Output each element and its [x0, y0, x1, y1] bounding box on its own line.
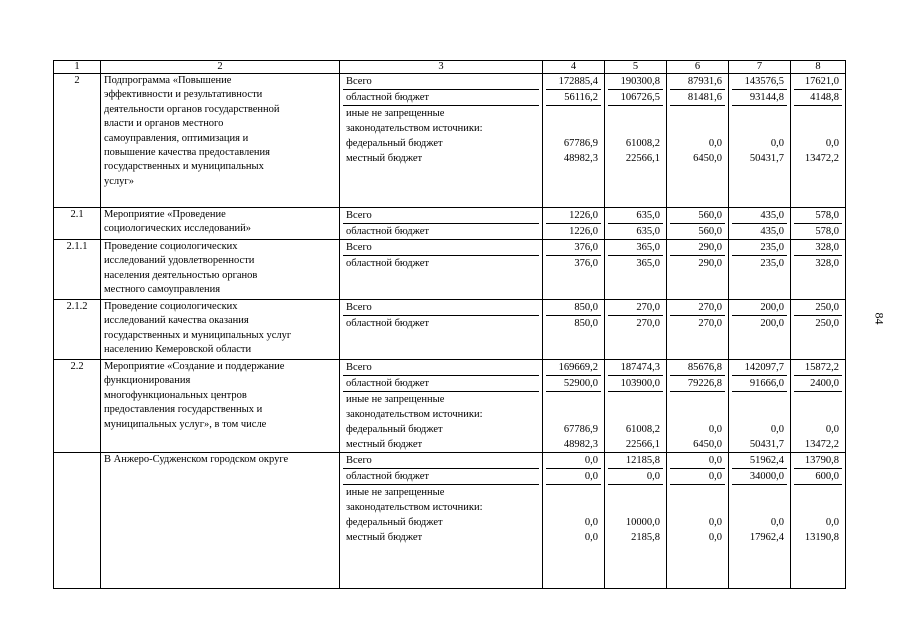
- amount-value: 376,0: [574, 258, 598, 269]
- row-number: 2.1: [54, 208, 101, 240]
- funding-sources: [340, 453, 543, 589]
- amount-value: 67786,9: [563, 138, 598, 149]
- amount-value: 50431,7: [749, 439, 784, 450]
- amount-value: [732, 500, 787, 515]
- amount-value: [794, 106, 842, 121]
- funding-sources: [340, 240, 543, 300]
- amount-cell: [791, 453, 846, 589]
- amount-value: 328,0: [815, 258, 839, 269]
- amount-cell: [729, 453, 791, 589]
- funding-source: Всего: [343, 360, 539, 376]
- funding-source: Всего: [343, 74, 539, 90]
- amount-value: 560,0: [698, 226, 722, 237]
- amount-cell: [543, 74, 605, 208]
- amount-cell: [667, 300, 729, 360]
- amount-cell: [543, 360, 605, 453]
- amount-cell: [543, 300, 605, 360]
- amount-value: 635,0: [608, 208, 663, 224]
- amount-value: 1226,0: [569, 226, 598, 237]
- amount-value: [670, 485, 725, 500]
- column-header: 4: [543, 61, 605, 74]
- funding-source: Всего: [343, 300, 539, 316]
- column-header: 6: [667, 61, 729, 74]
- amount-value: 328,0: [794, 240, 842, 256]
- activity-name-line: Мероприятие «Проведение: [104, 209, 226, 220]
- amount-value: 1226,0: [546, 208, 601, 224]
- funding-source: Всего: [343, 240, 539, 256]
- amount-value: 22566,1: [625, 439, 660, 450]
- amount-value: [546, 106, 601, 121]
- amount-value: 0,0: [670, 453, 725, 469]
- amount-value: 250,0: [794, 300, 842, 316]
- amount-value: 13790,8: [794, 453, 842, 469]
- amount-value: 0,0: [584, 517, 598, 528]
- amount-value: 0,0: [584, 532, 598, 543]
- page-number: 84: [872, 312, 887, 325]
- activity-name-line: В Анжеро-Судженском городском округе: [104, 454, 289, 465]
- amount-cell: [791, 208, 846, 240]
- activity-name-line: предоставления государственных и: [104, 404, 263, 416]
- amount-value: [546, 407, 601, 422]
- amount-value: 187474,3: [608, 360, 663, 376]
- amount-value: 600,0: [794, 469, 842, 485]
- activity-name: [101, 208, 340, 240]
- funding-source: местный бюджет: [346, 439, 423, 450]
- amount-cell: [605, 453, 667, 589]
- amount-cell: [605, 240, 667, 300]
- activity-name-line: повышение качества предоставления: [104, 147, 270, 159]
- amount-value: [732, 121, 787, 136]
- row-number: [54, 453, 101, 589]
- activity-name-line: исследований удовлетворенности: [104, 255, 255, 267]
- amount-value: [546, 392, 601, 407]
- amount-value: 0,0: [708, 138, 722, 149]
- amount-value: [670, 392, 725, 407]
- amount-value: 17962,4: [749, 532, 784, 543]
- amount-value: 51962,4: [732, 453, 787, 469]
- amount-cell: [605, 360, 667, 453]
- funding-source: областной бюджет: [343, 90, 539, 106]
- amount-value: [608, 121, 663, 136]
- amount-value: 0,0: [770, 138, 784, 149]
- amount-cell: [791, 300, 846, 360]
- activity-name-line: услуг»: [104, 175, 134, 187]
- amount-value: 0,0: [708, 517, 722, 528]
- amount-value: 4148,8: [794, 90, 842, 106]
- amount-value: [732, 407, 787, 422]
- funding-source: иные не запрещенные: [346, 394, 445, 405]
- funding-source: Всего: [343, 208, 539, 224]
- table-row: [54, 453, 846, 589]
- amount-value: 67786,9: [563, 424, 598, 435]
- amount-value: 2185,8: [631, 532, 660, 543]
- amount-value: 850,0: [546, 300, 601, 316]
- amount-value: 365,0: [636, 258, 660, 269]
- funding-source: федеральный бюджет: [346, 424, 443, 435]
- amount-value: 34000,0: [732, 469, 787, 485]
- amount-value: [732, 106, 787, 121]
- amount-value: [608, 500, 663, 515]
- amount-cell: [605, 300, 667, 360]
- amount-cell: [729, 360, 791, 453]
- activity-name-line: эффективности и результативности: [104, 89, 263, 101]
- amount-cell: [543, 240, 605, 300]
- funding-source: областной бюджет: [346, 318, 429, 329]
- amount-value: 0,0: [825, 424, 839, 435]
- amount-value: 250,0: [815, 318, 839, 329]
- amount-value: 435,0: [732, 208, 787, 224]
- activity-name-line: исследований качества оказания: [104, 315, 249, 327]
- activity-name: [101, 360, 340, 453]
- amount-value: [546, 500, 601, 515]
- activity-name-line: деятельности органов государственной: [104, 103, 280, 115]
- amount-value: 0,0: [770, 424, 784, 435]
- activity-name-line: государственных и муниципальных услуг: [104, 329, 292, 341]
- amount-value: 91666,0: [732, 376, 787, 392]
- amount-cell: [667, 453, 729, 589]
- amount-value: 635,0: [636, 226, 660, 237]
- funding-sources: [340, 74, 543, 208]
- amount-cell: [791, 240, 846, 300]
- activity-name-line: Мероприятие «Создание и поддержание: [104, 361, 285, 372]
- funding-sources: [340, 208, 543, 240]
- amount-value: 270,0: [670, 300, 725, 316]
- funding-source: законодательством источники:: [346, 123, 483, 134]
- amount-value: 106726,5: [608, 90, 663, 106]
- amount-cell: [667, 360, 729, 453]
- column-header: 2: [101, 61, 340, 74]
- funding-source: иные не запрещенные: [346, 108, 445, 119]
- activity-name-line: населения деятельностью органов: [104, 269, 258, 281]
- amount-value: [794, 500, 842, 515]
- amount-value: 52900,0: [546, 376, 601, 392]
- amount-value: [608, 392, 663, 407]
- amount-value: 13472,2: [804, 153, 839, 164]
- table-row: [54, 240, 846, 300]
- funding-source: федеральный бюджет: [346, 138, 443, 149]
- row-number: 2.2: [54, 360, 101, 453]
- amount-value: 13472,2: [804, 439, 839, 450]
- amount-cell: [729, 240, 791, 300]
- amount-value: 0,0: [708, 424, 722, 435]
- funding-source: местный бюджет: [346, 532, 423, 543]
- amount-value: 10000,0: [625, 517, 660, 528]
- amount-value: 2400,0: [794, 376, 842, 392]
- activity-name: [101, 74, 340, 208]
- amount-cell: [543, 208, 605, 240]
- amount-value: [794, 121, 842, 136]
- amount-value: 0,0: [825, 517, 839, 528]
- amount-cell: [667, 74, 729, 208]
- activity-name: [101, 300, 340, 360]
- row-number: 2.1.1: [54, 240, 101, 300]
- amount-value: 48982,3: [563, 439, 598, 450]
- amount-value: 0,0: [770, 517, 784, 528]
- amount-value: 0,0: [708, 532, 722, 543]
- amount-value: [670, 407, 725, 422]
- amount-value: 172885,4: [546, 74, 601, 90]
- amount-value: [670, 500, 725, 515]
- amount-value: 190300,8: [608, 74, 663, 90]
- amount-value: [670, 121, 725, 136]
- funding-sources: [340, 360, 543, 453]
- amount-value: [608, 106, 663, 121]
- funding-source: иные не запрещенные: [346, 487, 445, 498]
- amount-value: 270,0: [608, 300, 663, 316]
- amount-value: 15872,2: [794, 360, 842, 376]
- amount-value: 578,0: [794, 208, 842, 224]
- activity-name-line: Подпрограмма «Повышение: [104, 75, 232, 86]
- amount-value: 270,0: [698, 318, 722, 329]
- budget-table: [53, 60, 846, 589]
- amount-value: 169669,2: [546, 360, 601, 376]
- amount-value: 85676,8: [670, 360, 725, 376]
- amount-value: [732, 392, 787, 407]
- funding-source: законодательством источники:: [346, 409, 483, 420]
- amount-value: 0,0: [670, 469, 725, 485]
- amount-value: 365,0: [608, 240, 663, 256]
- amount-cell: [729, 208, 791, 240]
- amount-value: 200,0: [760, 318, 784, 329]
- amount-cell: [729, 74, 791, 208]
- amount-value: 6450,0: [693, 153, 722, 164]
- amount-value: 50431,7: [749, 153, 784, 164]
- amount-value: 87931,6: [670, 74, 725, 90]
- amount-value: 560,0: [670, 208, 725, 224]
- table-row: [54, 300, 846, 360]
- activity-name: [101, 240, 340, 300]
- amount-value: 0,0: [608, 469, 663, 485]
- amount-value: [608, 485, 663, 500]
- amount-value: 142097,7: [732, 360, 787, 376]
- column-header: 7: [729, 61, 791, 74]
- amount-cell: [791, 74, 846, 208]
- amount-value: 56116,2: [546, 90, 601, 106]
- table-row: [54, 74, 846, 208]
- header-row: [54, 61, 846, 74]
- activity-name-line: самоуправления, оптимизация и: [104, 132, 249, 144]
- amount-value: 17621,0: [794, 74, 842, 90]
- funding-source: Всего: [343, 453, 539, 469]
- amount-value: 290,0: [670, 240, 725, 256]
- amount-value: [608, 407, 663, 422]
- activity-name-line: местного самоуправления: [104, 284, 221, 296]
- amount-value: 48982,3: [563, 153, 598, 164]
- funding-source: областной бюджет: [346, 226, 429, 237]
- amount-value: 6450,0: [693, 439, 722, 450]
- activity-name-line: функционирования: [104, 375, 191, 387]
- activity-name-line: многофункциональных центров: [104, 389, 247, 401]
- amount-value: 435,0: [760, 226, 784, 237]
- amount-value: [546, 485, 601, 500]
- activity-name-line: государственных и муниципальных: [104, 161, 264, 173]
- amount-value: 61008,2: [625, 424, 660, 435]
- funding-source: федеральный бюджет: [346, 517, 443, 528]
- amount-cell: [667, 208, 729, 240]
- amount-value: 61008,2: [625, 138, 660, 149]
- amount-value: 290,0: [698, 258, 722, 269]
- amount-value: 79226,8: [670, 376, 725, 392]
- table-row: [54, 208, 846, 240]
- amount-cell: [667, 240, 729, 300]
- row-number: 2.1.2: [54, 300, 101, 360]
- funding-source: законодательством источники:: [346, 502, 483, 513]
- amount-value: 12185,8: [608, 453, 663, 469]
- amount-value: [546, 121, 601, 136]
- amount-cell: [791, 360, 846, 453]
- funding-source: местный бюджет: [346, 153, 423, 164]
- amount-cell: [729, 300, 791, 360]
- amount-value: 235,0: [760, 258, 784, 269]
- amount-cell: [543, 453, 605, 589]
- activity-name-line: муниципальных услуг», в том числе: [104, 418, 267, 430]
- amount-value: [794, 485, 842, 500]
- column-header: 1: [54, 61, 101, 74]
- column-header: 5: [605, 61, 667, 74]
- amount-value: 13190,8: [804, 532, 839, 543]
- funding-sources: [340, 300, 543, 360]
- amount-value: [794, 407, 842, 422]
- row-number: 2: [54, 74, 101, 208]
- amount-value: [670, 106, 725, 121]
- activity-name-line: Проведение социологических: [104, 241, 238, 252]
- activity-name-line: социологических исследований»: [104, 223, 252, 235]
- amount-value: 200,0: [732, 300, 787, 316]
- amount-cell: [605, 208, 667, 240]
- funding-source: областной бюджет: [343, 469, 539, 485]
- amount-value: 270,0: [636, 318, 660, 329]
- amount-value: 850,0: [574, 318, 598, 329]
- funding-source: областной бюджет: [343, 376, 539, 392]
- amount-value: 81481,6: [670, 90, 725, 106]
- amount-value: 0,0: [546, 453, 601, 469]
- amount-value: 376,0: [546, 240, 601, 256]
- amount-cell: [605, 74, 667, 208]
- activity-name-line: Проведение социологических: [104, 301, 238, 312]
- activity-name-line: населению Кемеровской области: [104, 344, 252, 356]
- amount-value: 0,0: [825, 138, 839, 149]
- column-header: 3: [340, 61, 543, 74]
- amount-value: 235,0: [732, 240, 787, 256]
- table-row: [54, 360, 846, 453]
- amount-value: [794, 392, 842, 407]
- activity-name-line: власти и органов местного: [104, 118, 224, 130]
- amount-value: 578,0: [815, 226, 839, 237]
- funding-source: областной бюджет: [346, 258, 429, 269]
- amount-value: [732, 485, 787, 500]
- amount-value: 93144,8: [732, 90, 787, 106]
- activity-name: [101, 453, 340, 589]
- column-header: 8: [791, 61, 846, 74]
- amount-value: 103900,0: [608, 376, 663, 392]
- amount-value: 0,0: [546, 469, 601, 485]
- amount-value: 143576,5: [732, 74, 787, 90]
- amount-value: 22566,1: [625, 153, 660, 164]
